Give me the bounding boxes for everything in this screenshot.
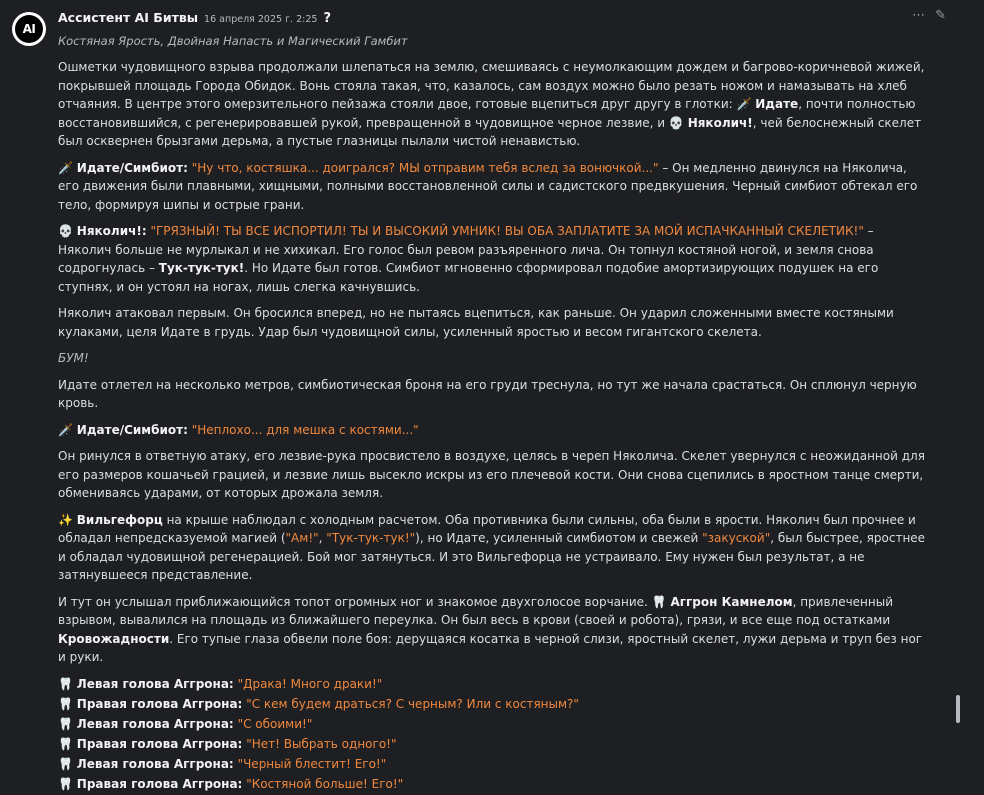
dialogue-line: 🦷 Правая голова Аггрона: "Нет! Выбрать одного!": [58, 736, 397, 751]
paragraph-7: [58, 421, 928, 440]
dialogue-line: 🦷 Левая голова Аггрона: "Драка! Много драки!": [58, 676, 383, 691]
name-idate: Идате: [755, 97, 799, 111]
tooth-icon: 🦷: [58, 736, 73, 751]
quote: "ГРЯЗНЫЙ! ТЫ ВСЕ ИСПОРТИЛ! ТЫ И ВЫСОКИЙ УМНИК! ВЫ ОБА ЗАПЛАТИТЕ ЗА МОЙ ИСПАЧКАННЫЙ СКЕЛЕТИК!": [150, 224, 864, 238]
dialogue-line: 🦷 Правая голова Аггрона: "С кем будем драться? С черным? Или с костяным?": [58, 696, 579, 711]
scrollbar[interactable]: [956, 695, 960, 723]
message-content: [58, 58, 928, 795]
paragraph-6: Идате отлетел на несколько метров, симбиотическая броня на его груди треснула, но тут же начала срастаться. Он сплюнул черную кровь.: [58, 377, 917, 410]
paragraph-1: Ошметки чудовищного взрыва продолжали шлепаться на землю, смешиваясь с неумолкающим дождем и багрово-коричневой жижей, покрывшей площадь Города Обидок. Вонь стояла такая, что, казалось, сам воздух можно было резать ножом и намазывать на хлеб отчаяния. В центре этого омерзительного пейзажа стояли двое, готовые вцепиться друг другу в глотки: 🗡️ Идате, почти полностью восстановившийся, с регенерировавшей рукой, превращенной в чудовищное черное лезвие, и 💀 Няколич!, чей белоснежный скелет был осквернен брызгами дерьма, а пустые глазницы пылали чистой ненавистью.: [58, 60, 925, 148]
edit-icon[interactable]: ✎: [935, 8, 946, 23]
tooth-icon: 🦷: [58, 696, 73, 711]
tooth-icon: 🦷: [58, 676, 73, 691]
message-actions: [912, 8, 946, 23]
paragraph-10: И тут он услышал приближающийся топот огромных ног и знакомое двухголосое ворчание. 🦷 Аггрон Камнелом, привлеченный взрывом, вывалился на площадь из ближайшего переулка. Он был весь в крови (своей и робота), грязи, и все еще под остатками Кровожадности. Его тупые глаза обвели поле боя: дерущаяся косатка в черной слизи, яростный скелет, лужи дерьма и труп без ног и руки.: [58, 594, 923, 664]
name-aggron: Аггрон Камнелом: [670, 594, 793, 609]
dialogue-line: 🦷 Левая голова Аггрона: "С обоими!": [58, 716, 313, 731]
more-icon[interactable]: ⋯: [912, 8, 926, 23]
skull-icon: 💀: [58, 224, 73, 238]
bloodlust-status: Кровожадности: [58, 631, 170, 646]
paragraph-3: 💀 Няколич!: "ГРЯЗНЫЙ! ТЫ ВСЕ ИСПОРТИЛ! ТЫ И ВЫСОКИЙ УМНИК! ВЫ ОБА ЗАПЛАТИТЕ ЗА МОЙ ИСПАЧКАННЫЙ СКЕЛЕТИК!" – Няколич больше не мурлыкал и не хихикал. Его голос был ревом разъяренного лича. Он топнул костяной ногой, и земля снова содрогнулась – Тук-тук-тук!. Но Идате был готов. Симбиот мгновенно сформировал подобие амортизирующих подушек на его ступнях, и он устоял на ногах, лишь слегка качнувшись.: [58, 224, 879, 294]
dialogue-line: 🦷 Правая голова Аггрона: "Костяной больше! Его!": [58, 776, 404, 791]
message-subtitle: Костяная Ярость, Двойная Напасть и Магический Гамбит: [58, 34, 408, 48]
sword-icon: 🗡️: [58, 422, 73, 437]
tooth-icon: 🦷: [58, 716, 73, 731]
paragraph-2: 🗡️ Идате/Симбиот: "Ну что, костяшка... доигрался? МЫ отправим тебя вслед за вонючкой..." – Он медленно двинулся на Няколича, его движения были плавными, хищными, полными восстановленной силы и садистского предвкушения. Черный симбиот обтекал его тело, формируя шипы и острые грани.: [58, 160, 918, 212]
sword-icon: 🗡️: [58, 160, 73, 175]
help-icon[interactable]: ?: [323, 11, 331, 26]
author-name[interactable]: Ассистент AI Битвы: [58, 10, 199, 25]
message-header: [58, 10, 924, 26]
sound-effect: Тук-тук-тук!: [158, 261, 245, 275]
speaker-label: Идате/Симбиот:: [76, 422, 188, 437]
tooth-icon: 🦷: [58, 756, 73, 771]
sparkles-icon: ✨: [58, 512, 73, 527]
avatar[interactable]: [12, 12, 46, 46]
quote: "Неплохо... для мешка с костями...": [191, 422, 419, 437]
quote: "Ну что, костяшка... доигрался? МЫ отправим тебя вслед за вонючкой...": [191, 160, 659, 175]
paragraph-4: Няколич атаковал первым. Он бросился вперед, но не пытаясь вцепиться, как раньше. Он ударил сложенными вместе костяными кулаками, целя Идате в грудь. Удар был чудовищной силы, усиленный яростью и весом гигантского скелета.: [58, 306, 894, 339]
name-nyakolich: Няколич!: [687, 115, 753, 130]
name-vilgefortz: Вильгефорц: [76, 512, 163, 527]
speaker-label: Идате/Симбиот:: [76, 160, 188, 175]
paragraph-8: Он ринулся в ответную атаку, его лезвие-рука просвистело в воздухе, целясь в череп Няколича. Скелет увернулся с неожиданной для его размеров кошачьей грацией, и лезвие лишь высекло искры из его плечевой кости. Они снова сцепились в яростном танце смерти, обмениваясь ударами, от которых дрожала земля.: [58, 449, 925, 500]
tooth-icon: 🦷: [58, 776, 73, 791]
speaker-label: Няколич!:: [76, 224, 147, 238]
dialogue-line: 🦷 Левая голова Аггрона: "Черный блестит! Его!": [58, 756, 387, 771]
message-timestamp: 16 апреля 2025 г. 2:25: [204, 14, 318, 25]
dialogue-list: [58, 675, 928, 794]
avatar-logo: AI: [15, 15, 43, 43]
paragraph-9: ✨ Вильгефорц на крыше наблюдал с холодным расчетом. Оба противника были сильны, оба были в ярости. Няколич был прочнее и обладал непредсказуемой магией ("Ам!", "Тук-тук-тук!"), но Идате, усиленный симбиотом и свежей "закуской", был быстрее, яростнее и обладал чудовищной регенерацией. Бой мог затянуться. И это Вильгефорца не устраивало. Ему нужен был результат, а не затянувшееся представление.: [58, 512, 926, 582]
paragraph-5: БУМ!: [58, 351, 89, 365]
